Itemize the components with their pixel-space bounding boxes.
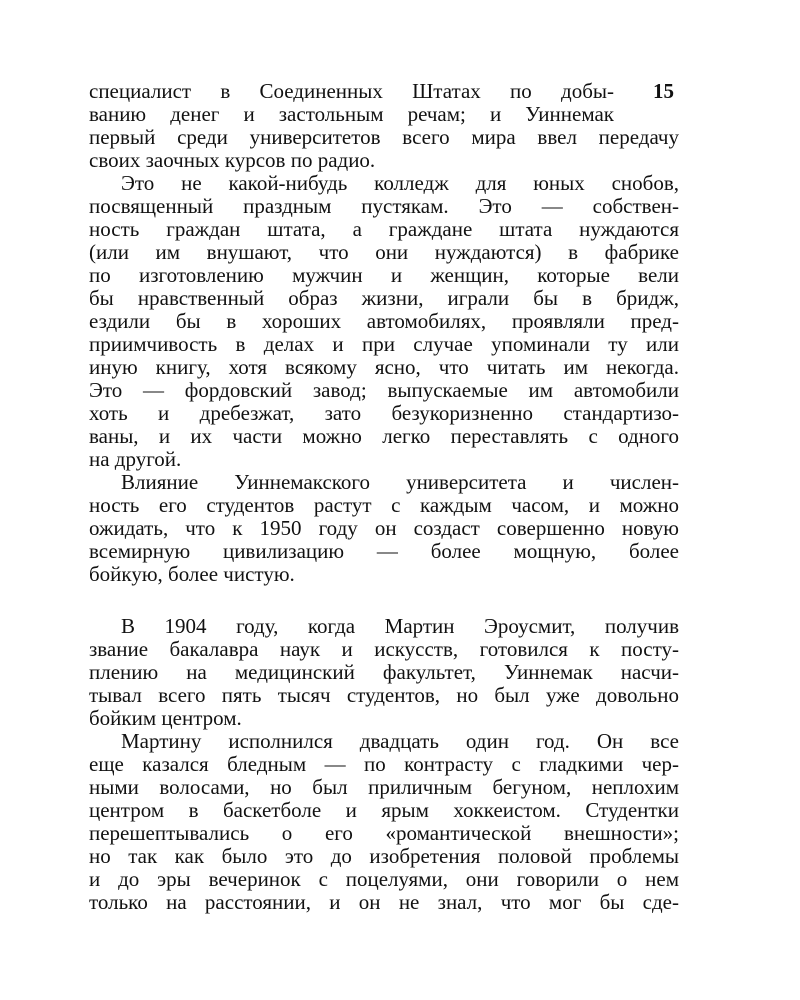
text-line: хоть и дребезжат, зато безукоризненно стандартизо- [89, 401, 679, 425]
text-line: специалист в Соединенных Штатах по добы- [89, 79, 614, 103]
text-line: перешептывались о его «романтической внешности»; [89, 821, 679, 845]
text-line: бойким центром. [89, 706, 242, 730]
text-line: приимчивость в делах и при случае упоминали ту или [89, 332, 679, 356]
text-line: иную книгу, хотя всякому ясно, что читать им некогда. [89, 355, 679, 379]
text-line: центром в баскетболе и ярым хоккеистом. Студентки [89, 798, 679, 822]
text-line: и до эры вечеринок с поцелуями, они говорили о нем [89, 867, 679, 891]
text-line: Это — фордовский завод; выпускаемые им автомобили [89, 378, 679, 402]
text-line: плению на медицинский факультет, Уиннемак насчи- [89, 660, 679, 684]
text-line: посвященный праздным пустякам. Это — собствен- [89, 194, 679, 218]
text-line: ность его студентов растут с каждым часом, и можно [89, 493, 679, 517]
text-line: еще казался бледным — по контрасту с гладкими чер- [89, 752, 679, 776]
text-line: бойкую, более чистую. [89, 562, 295, 586]
text-line: ожидать, что к 1950 году он создаст совершенно новую [89, 516, 679, 540]
text-line: своих заочных курсов по радио. [89, 148, 376, 172]
text-line: Мартину исполнился двадцать один год. Он все [121, 729, 679, 753]
text-line: тывал всего пять тысяч студентов, но был уже довольно [89, 683, 679, 707]
text-line: ваны, и их части можно легко переставлять с одного [89, 424, 679, 448]
text-line: по изготовлению мужчин и женщин, которые вели [89, 263, 679, 287]
text-line: но так как было это до изобретения половой проблемы [89, 844, 679, 868]
text-line: Это не какой-нибудь колледж для юных снобов, [121, 171, 679, 195]
text-line: только на расстоянии, и он не знал, что мог бы сде- [89, 890, 679, 914]
text-line: В 1904 году, когда Мартин Эроусмит, получив [121, 614, 679, 638]
text-line: первый среди университетов всего мира ввел передачу [89, 125, 679, 149]
text-line: Влияние Уиннемакского университета и числен- [121, 470, 679, 494]
text-line: всемирную цивилизацию — более мощную, более [89, 539, 679, 563]
text-line: ными волосами, но был приличным бегуном, неплохим [89, 775, 679, 799]
text-line: (или им внушают, что они нуждаются) в фабрике [89, 240, 679, 264]
text-line: ность граждан штата, а граждане штата нуждаются [89, 217, 679, 241]
text-line: звание бакалавра наук и искусств, готовился к посту- [89, 637, 679, 661]
text-line: ездили бы в хороших автомобилях, проявляли пред- [89, 309, 679, 333]
text-line: бы нравственный образ жизни, играли бы в бридж, [89, 286, 679, 310]
text-line: на другой. [89, 447, 182, 471]
page-number: 15 [653, 79, 674, 103]
text-line: ванию денег и застольным речам; и Уиннемак [89, 102, 614, 126]
